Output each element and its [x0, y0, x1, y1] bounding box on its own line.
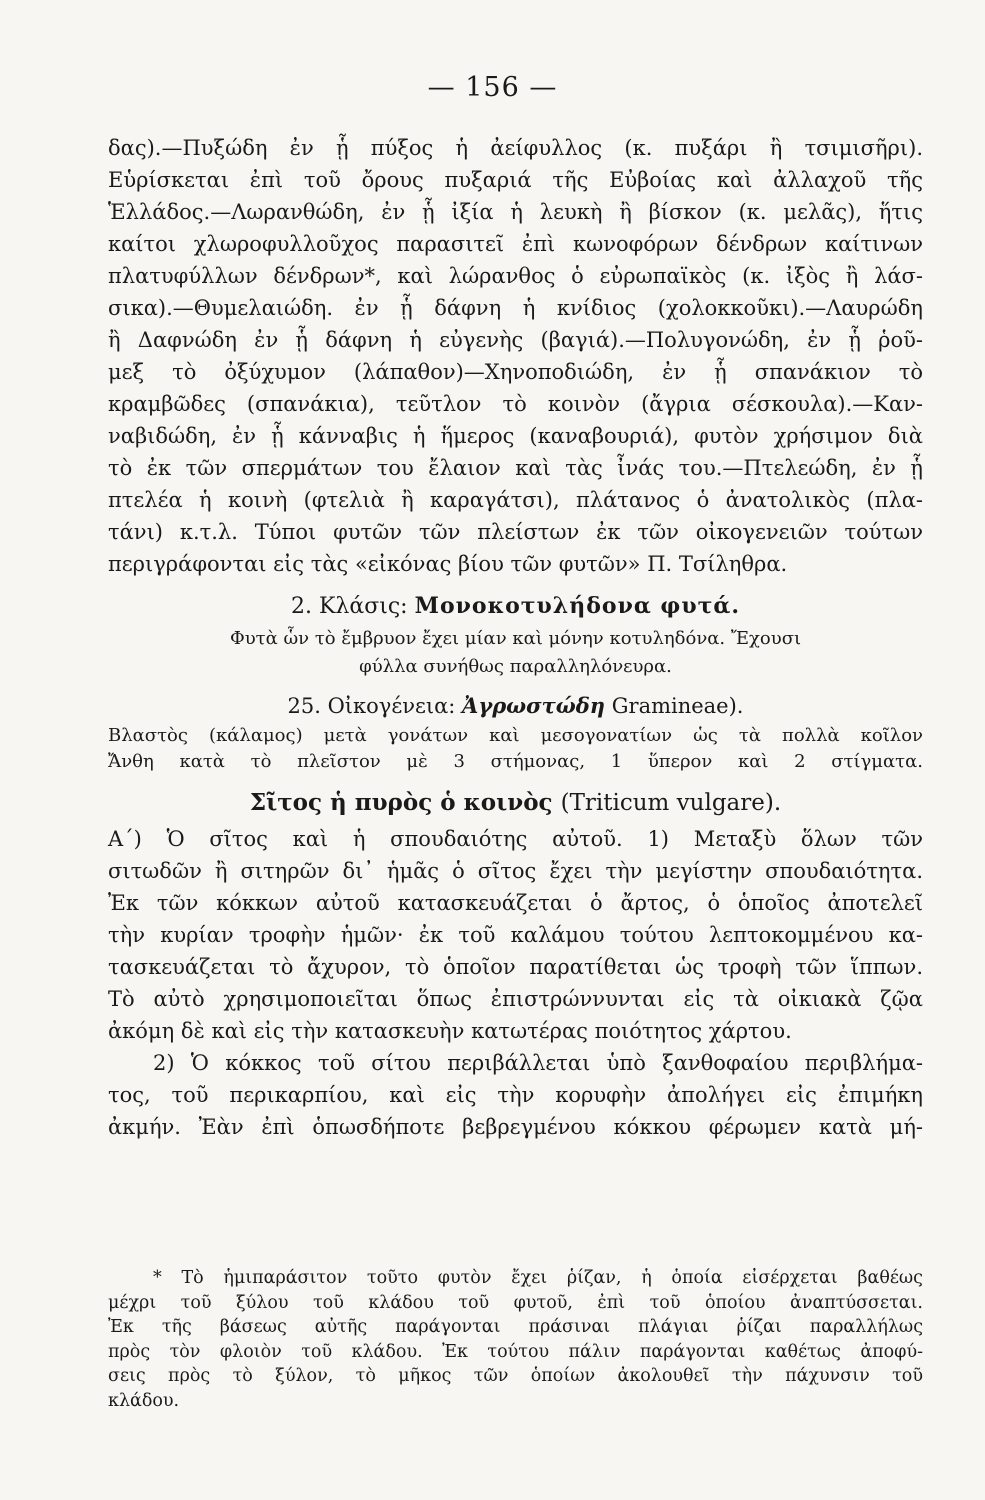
text-line: σικα).—Θυμελαιώδη. ἐν ᾗ δάφνη ἡ κνίδιος (χολοκκοῦκι).—Λαυρώδη — [108, 296, 923, 320]
family-heading-prefix: 25. Οἰκογένεια: — [287, 694, 456, 718]
text-line: τὸ ἐκ τῶν σπερμάτων του ἔλαιον καὶ τὰς ἶνάς του.—Πτελεώδη, ἐν ᾗ — [108, 456, 923, 480]
footnote — [108, 1266, 923, 1413]
class-heading — [108, 588, 923, 625]
species-heading — [108, 783, 923, 823]
text-line: τὴν κυρίαν τροφὴν ἡμῶν· ἐκ τοῦ καλάμου τούτου λεπτοκομμένου κα- — [108, 923, 923, 947]
text-line: καίτοι χλωροφυλλοῦχος παρασιτεῖ ἐπὶ κωνοφόρων δένδρων καίτινων — [108, 232, 923, 256]
footnote-line: σεις πρὸς τὸ ξύλον, τὸ μῆκος τῶν ὁποίων ἀκολουθεῖ τὴν πάχυνσιν τοῦ — [108, 1366, 923, 1386]
family-heading — [108, 689, 923, 723]
text-line: δας).—Πυξώδη ἐν ᾗ πύξος ἡ ἀείφυλλος (κ. πυξάρι ἢ τσιμισῆρι). — [108, 136, 923, 160]
text-line: περιγράφονται εἰς τὰς «εἰκόνας βίου τῶν φυτῶν» Π. Τσίληθρα. — [108, 552, 788, 576]
text-line: μεξ τὸ ὀξύχυμον (λάπαθον)—Χηνοποδιώδη, ἐν ᾗ σπανάκιον τὸ — [108, 360, 923, 384]
family-description — [108, 723, 923, 775]
footnote-line: * Τὸ ἡμιπαράσιτον τοῦτο φυτὸν ἔχει ῥίζαν, ἡ ὁποία εἰσέρχεται βαθέως — [153, 1268, 923, 1288]
text-line: σιτωδῶν ἢ σιτηρῶν δι᾽ ἡμᾶς ὁ σῖτος ἔχει τὴν μεγίστην σπουδαιότητα. — [108, 859, 923, 883]
text-line: πλατυφύλλων δένδρων*, καὶ λώρανθος ὁ εὐρωπαϊκὸς (κ. ἰξὸς ἢ λάσ- — [108, 264, 923, 288]
text-line: φύλλα συνήθως παραλληλόνευρα. — [359, 656, 672, 677]
text-line: Βλαστὸς (κάλαμος) μετὰ γονάτων καὶ μεσογονατίων ὡς τὰ πολλὰ κοῖλον — [108, 725, 923, 746]
text-line: Ἑλλάδος.—Λωρανθώδη, ἐν ᾗ ἰξία ἡ λευκὴ ἢ βίσκον (κ. μελᾶς), ἥτις — [108, 200, 923, 224]
text-line: Ἐκ τῶν κόκκων αὐτοῦ κατασκευάζεται ὁ ἄρτος, ὁ ὁποῖος ἀποτελεῖ — [108, 891, 923, 915]
text-line: ἀκμήν. Ἐὰν ἐπὶ ὁπωσδήποτε βεβρεγμένου κόκκου φέρωμεν κατὰ μή- — [108, 1115, 923, 1139]
paragraph-2 — [108, 823, 923, 1047]
text-line: Φυτὰ ὧν τὸ ἔμβρυον ἔχει μίαν καὶ μόνην κοτυληδόνα. Ἔχουσι — [229, 628, 802, 649]
page-number: — 156 — — [427, 72, 558, 103]
text-line: τος, τοῦ περικαρπίου, καὶ εἰς τὴν κορυφὴν ἀπολήγει εἰς ἐπιμήκη — [108, 1083, 923, 1107]
text-line: ναβιδώδη, ἐν ᾗ κάνναβις ἡ ἥμερος (καναβουριά), φυτὸν χρήσιμον διὰ — [108, 424, 923, 448]
paragraph-3 — [108, 1047, 923, 1143]
text-line: Εὑρίσκεται ἐπὶ τοῦ ὄρους πυξαριά τῆς Εὐβοίας καὶ ἀλλαχοῦ τῆς — [108, 168, 923, 192]
species-heading-name: Σῖτος ἡ πυρὸς ὁ κοινὸς — [249, 789, 553, 816]
text-line: 2) Ὁ κόκκος τοῦ σίτου περιβάλλεται ὑπὸ ξανθοφαίου περιβλήμα- — [153, 1051, 923, 1075]
text-line: τασκευάζεται τὸ ἄχυρον, τὸ ὁποῖον παρατίθεται ὡς τροφὴ τῶν ἵππων. — [108, 955, 923, 979]
text-line: Τὸ αὐτὸ χρησιμοποιεῖται ὅπως ἐπιστρώννυνται εἰς τὰ οἰκιακὰ ζῷα — [108, 987, 923, 1011]
text-line: ἢ Δαφνώδη ἐν ᾗ δάφνη ἡ εὐγενὴς (βαγιά).—Πολυγονώδη, ἐν ᾗ ῥοῦ- — [108, 328, 923, 352]
family-heading-latin: Gramineae). — [611, 694, 744, 718]
class-heading-prefix: 2. Κλάσις: — [291, 594, 408, 619]
text-line: Α΄) Ὁ σῖτος καὶ ἡ σπουδαιότης αὐτοῦ. 1) Μεταξὺ ὅλων τῶν — [108, 827, 923, 851]
footnote-line: Ἐκ τῆς βάσεως αὐτῆς παράγονται πράσιναι πλάγιαι ῥίζαι παραλλήλως — [108, 1317, 923, 1337]
text-line: κραμβῶδες (σπανάκια), τεῦτλον τὸ κοινὸν (ἄγρια σέσκουλα).—Καν- — [108, 392, 923, 416]
footnote-line: κλάδου. — [108, 1390, 180, 1411]
text-line: πτελέα ἡ κοινὴ (φτελιὰ ἢ καραγάτσι), πλάτανος ὁ ἀνατολικὸς (πλα- — [108, 488, 923, 512]
body-text — [108, 132, 923, 1143]
footnote-line: πρὸς τὸν φλοιὸν τοῦ κλάδου. Ἐκ τούτου πάλιν παράγονται καθέτως ἀποφύ- — [108, 1341, 923, 1362]
paragraph-1 — [108, 132, 923, 580]
text-line: Ἄνθη κατὰ τὸ πλεῖστον μὲ 3 στήμονας, 1 ὕπερον καὶ 2 στίγματα. — [108, 751, 923, 772]
species-heading-latin: (Triticum vulgare). — [560, 790, 782, 816]
class-heading-title: Μονοκοτυλήδονα φυτά. — [414, 593, 740, 619]
text-line: τάνι) κ.τ.λ. Τύποι φυτῶν τῶν πλείστων ἐκ τῶν οἰκογενειῶν τούτων — [108, 520, 923, 544]
text-line: ἀκόμη δὲ καὶ εἰς τὴν κατασκευὴν κατωτέρας ποιότητος χάρτου. — [108, 1019, 792, 1043]
family-heading-name: Ἀγρωστώδη — [462, 693, 606, 718]
footnote-line: μέχρι τοῦ ξύλου τοῦ κλάδου τοῦ φυτοῦ, ἐπὶ τοῦ ὁποίου ἀναπτύσσεται. — [108, 1292, 923, 1313]
class-description — [108, 625, 923, 681]
